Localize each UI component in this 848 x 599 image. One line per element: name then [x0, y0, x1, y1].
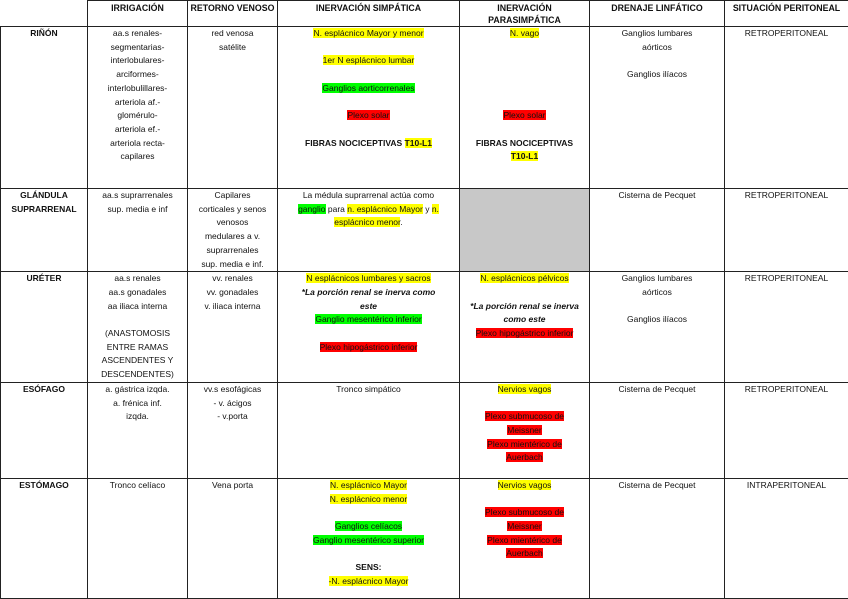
rinon-dren-line: Ganglios ilíacos	[626, 69, 687, 80]
ureter-situacion: RETROPERITONEAL	[725, 272, 848, 383]
esofago-drenaje: Cisterna de Pecquet	[590, 382, 725, 478]
organ-ureter: URÉTER	[1, 272, 88, 383]
esofago-par-highlight: Nervios vagos	[497, 383, 552, 394]
ureter-ven-line: vv. gonadales	[206, 286, 259, 297]
glandula-ven-line: Capilares	[214, 190, 251, 200]
ureter-irr-line: ENTRE RAMAS	[106, 341, 169, 352]
ureter-sim-note: *La porción renal se inerva como	[301, 286, 436, 297]
ureter-dren-line: Ganglios lumbares	[621, 273, 693, 284]
rinon-retorno	[188, 27, 278, 189]
header-situacion: SITUACIÓN PERITONEAL	[725, 1, 848, 27]
ureter-ven-line: v. iliaca interna	[204, 300, 261, 311]
ureter-sim-note: este	[359, 300, 377, 311]
ureter-irr-line: (ANASTOMOSIS	[104, 328, 171, 339]
esofago-irr-line: a. gástrica izqda.	[105, 383, 170, 394]
rinon-ven-line: satélite	[219, 41, 246, 52]
table-row-ureter	[1, 272, 848, 383]
esofago-par-highlight: Plexo mientérico de	[487, 438, 562, 449]
estomago-par-highlight: Plexo mientérico de	[487, 534, 562, 545]
glandula-parasimpatica-empty	[460, 189, 590, 272]
table-row-esofago	[1, 382, 848, 478]
ureter-sim-highlight: N esplácnicos lumbares y sacros	[306, 273, 431, 284]
estomago-retorno: Vena porta	[188, 478, 278, 598]
estomago-sim-highlight: Ganglio mesentérico superior	[312, 534, 425, 545]
glandula-sim-n: n.	[431, 203, 439, 214]
estomago-drenaje: Cisterna de Pecquet	[590, 478, 725, 598]
rinon-irr-line: arteriola af.-	[114, 96, 161, 107]
esofago-simpatica: Tronco simpático	[278, 382, 460, 478]
ureter-parasimpatica	[460, 272, 590, 383]
ureter-irr-line: ASCENDENTES Y	[101, 355, 174, 366]
rinon-ven-line: red venosa	[211, 28, 254, 38]
rinon-irr-line: segmentarias-	[110, 41, 165, 52]
ureter-par-note: como este	[503, 314, 546, 325]
header-simpatica: INERVACIÓN SIMPÁTICA	[278, 1, 460, 27]
estomago-sim-highlight: -N. esplácnico Mayor	[328, 575, 409, 586]
ureter-retorno	[188, 272, 278, 383]
estomago-sim-highlight: N. esplácnico Mayor	[329, 479, 407, 490]
estomago-par-highlight: Auerbach	[506, 548, 543, 559]
glandula-ven-line: corticales y senos	[198, 203, 267, 214]
rinon-parasimpatica	[460, 27, 590, 189]
estomago-sim-highlight: N. esplácnico menor	[329, 493, 408, 504]
ureter-irr-line: aa iliaca interna	[107, 300, 168, 311]
esofago-retorno	[188, 382, 278, 478]
ureter-sim-highlight: Ganglio mesentérico inferior	[315, 314, 422, 325]
rinon-sim-fibras: FIBRAS NOCICEPTIVAS	[305, 137, 405, 148]
esofago-ven-line: - v.porta	[217, 411, 248, 422]
rinon-par-fibras-level: T10-L1	[510, 151, 539, 162]
glandula-sim-period: .	[400, 217, 403, 228]
header-row	[1, 1, 848, 27]
estomago-irrigacion: Tronco celíaco	[88, 478, 188, 598]
rinon-irr-line: glomérulo-	[117, 110, 158, 121]
glandula-irr-line: sup. media e inf	[107, 203, 168, 214]
esofago-irr-line: a. frénica inf.	[113, 397, 162, 408]
rinon-irrigacion	[88, 27, 188, 189]
estomago-parasimpatica	[460, 478, 590, 598]
ureter-irr-line: aa.s gonadales	[108, 286, 167, 297]
ureter-par-highlight: N. esplácnicos pélvicos	[480, 273, 569, 284]
esofago-par-highlight: Meissner	[507, 424, 542, 435]
estomago-sim-highlight: Ganglios celíacos	[334, 520, 403, 531]
estomago-par-highlight: Nervios vagos	[497, 479, 552, 490]
estomago-situacion: INTRAPERITONEAL	[725, 478, 848, 598]
rinon-sim-highlight: N. esplácnico Mayor y menor	[313, 28, 424, 38]
ureter-simpatica	[278, 272, 460, 383]
esofago-situacion: RETROPERITONEAL	[725, 382, 848, 478]
header-parasimpatica: INERVACIÓN PARASIMPÁTICA	[460, 1, 590, 27]
esofago-irrigacion	[88, 382, 188, 478]
esofago-parasimpatica	[460, 382, 590, 478]
estomago-sim-sens: SENS:	[355, 562, 382, 573]
glandula-sim-mayor: n. esplácnico Mayor	[347, 203, 423, 214]
organ-rinon: RIÑÓN	[1, 27, 88, 189]
glandula-sim-menor: esplácnico menor	[334, 217, 401, 228]
ureter-dren-line: Ganglios ilíacos	[626, 314, 687, 325]
esofago-par-highlight: Auerbach	[506, 452, 543, 463]
esofago-irr-line: izqda.	[126, 411, 149, 422]
rinon-irr-line: arteriola recta-	[110, 137, 165, 148]
estomago-par-highlight: Plexo submucoso de	[485, 507, 564, 518]
rinon-par-fibras: FIBRAS NOCICEPTIVAS	[475, 137, 574, 148]
glandula-drenaje: Cisterna de Pecquet	[590, 189, 725, 272]
ureter-drenaje	[590, 272, 725, 383]
esofago-ven-line: vv.s esofágicas	[203, 383, 262, 394]
ureter-irr-line: DESCENDENTES)	[101, 369, 174, 380]
ureter-par-highlight: Plexo hipogástrico inferior	[475, 328, 574, 339]
rinon-irr-line: interlobulillares-	[107, 82, 168, 93]
glandula-retorno	[188, 189, 278, 272]
rinon-drenaje	[590, 27, 725, 189]
ureter-ven-line: vv. renales	[212, 273, 253, 284]
rinon-irr-line: capilares	[120, 151, 155, 162]
ureter-sim-highlight: Plexo hipogástrico inferior	[319, 341, 418, 352]
rinon-irr-line: interlobulares-	[110, 55, 165, 66]
esofago-ven-line: - v. ácigos	[213, 397, 252, 408]
rinon-situacion: RETROPERITONEAL	[725, 27, 848, 189]
glandula-ven-line: sup. media e inf.	[201, 258, 264, 269]
organ-glandula-line: SUPRARRENAL	[11, 203, 77, 214]
header-corner	[1, 1, 88, 27]
ureter-irrigacion	[88, 272, 188, 383]
rinon-par-highlight: N. vago	[509, 28, 540, 38]
organ-glandula-line: GLÁNDULA	[20, 190, 68, 200]
organ-estomago: ESTÓMAGO	[1, 478, 88, 598]
rinon-sim-fibras-level: T10-L1	[404, 137, 432, 148]
glandula-ven-line: medulares a v.	[204, 231, 261, 242]
glandula-irrigacion	[88, 189, 188, 272]
rinon-sim-highlight: 1er N esplácnico lumbar	[322, 55, 415, 66]
glandula-ven-line: venosos	[216, 217, 249, 228]
estomago-simpatica	[278, 478, 460, 598]
ureter-par-note: *La porción renal se inerva	[470, 300, 579, 311]
glandula-sim-y: y	[422, 203, 432, 214]
rinon-par-highlight: Plexo solar	[503, 110, 546, 121]
glandula-sim-ganglio: ganglio	[298, 203, 326, 214]
header-retorno: RETORNO VENOSO	[188, 1, 278, 27]
table-row-estomago	[1, 478, 848, 598]
rinon-dren-line: aórticos	[642, 41, 672, 52]
estomago-par-highlight: Meissner	[507, 520, 542, 531]
rinon-irr-line: arciformes-	[116, 69, 159, 80]
header-drenaje: DRENAJE LINFÁTICO	[590, 1, 725, 27]
esofago-par-highlight: Plexo submucoso de	[485, 411, 564, 422]
rinon-dren-line: Ganglios lumbares	[621, 28, 693, 38]
organ-glandula	[1, 189, 88, 272]
rinon-irr-line: aa.s renales-	[112, 28, 163, 38]
ureter-irr-line: aa.s renales	[114, 273, 161, 284]
rinon-simpatica	[278, 27, 460, 189]
ureter-dren-line: aórticos	[642, 286, 672, 297]
table-row-glandula	[1, 189, 848, 272]
rinon-irr-line: arteriola ef.-	[114, 123, 161, 134]
glandula-sim-line: La médula suprarrenal actúa como	[302, 190, 435, 200]
glandula-situacion: RETROPERITONEAL	[725, 189, 848, 272]
rinon-sim-highlight: Ganglios aorticorrenales	[322, 82, 415, 93]
glandula-ven-line: suprarrenales	[206, 244, 259, 255]
glandula-sim-para: para	[325, 203, 348, 214]
table-row-rinon	[1, 27, 848, 189]
rinon-sim-highlight: Plexo solar	[347, 110, 390, 121]
header-irrigacion: IRRIGACIÓN	[88, 1, 188, 27]
glandula-simpatica	[278, 189, 460, 272]
glandula-irr-line: aa.s suprarrenales	[102, 190, 173, 200]
organ-esofago: ESÓFAGO	[1, 382, 88, 478]
